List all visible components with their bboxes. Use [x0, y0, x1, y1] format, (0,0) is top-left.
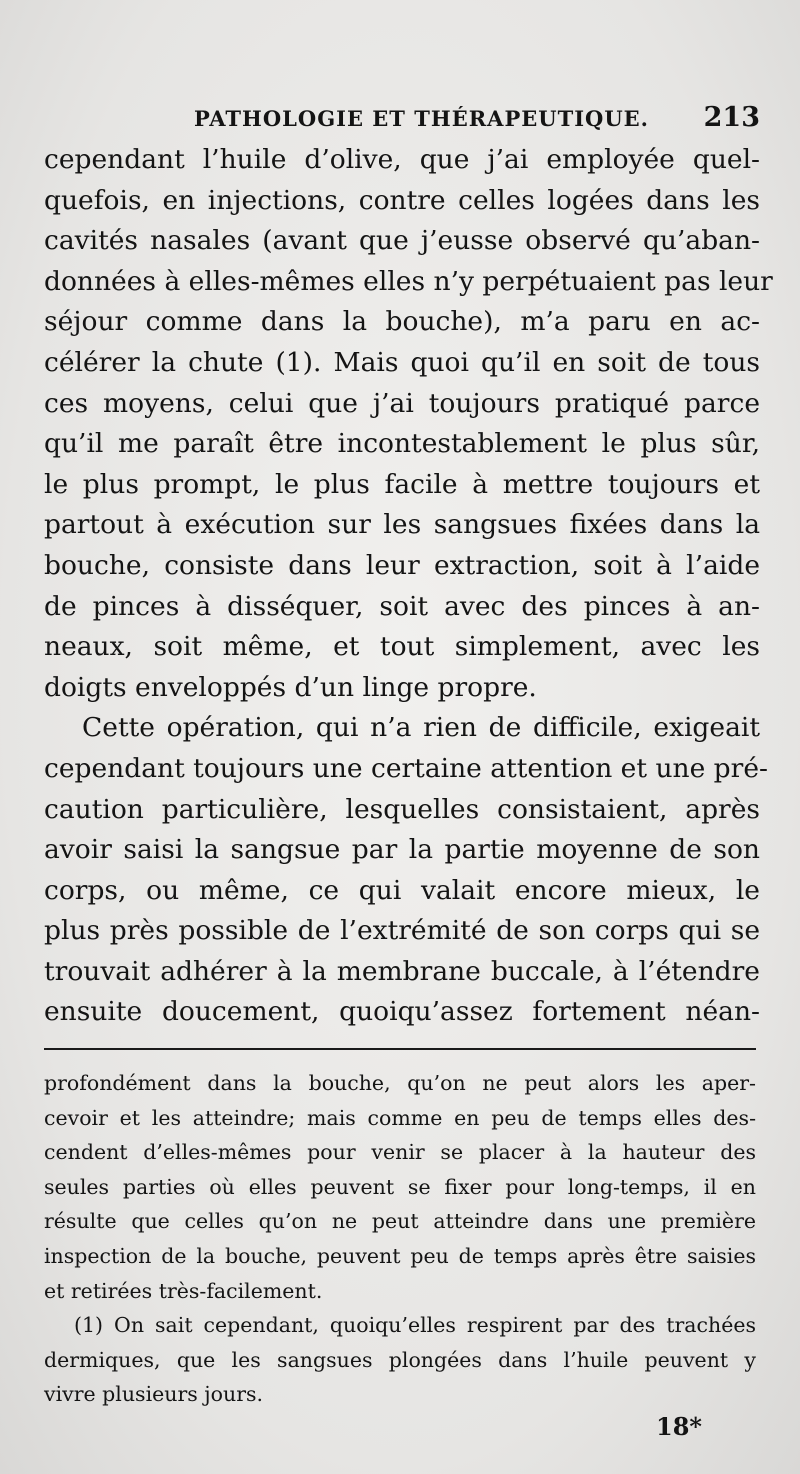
footnote-line: profondément dans la bouche, qu’on ne peut alors les aper- [44, 1071, 756, 1095]
text-line: de pinces à disséquer, soit avec des pinces à an- [44, 590, 760, 622]
text-line: Cette opération, qui n’a rien de difficile, exigeait [82, 712, 760, 744]
text-line: neaux, soit même, et tout simplement, avec les [44, 631, 760, 663]
footnotes-block [44, 1066, 756, 1412]
text-line: célérer la chute (1). Mais quoi qu’il en soit de tous [44, 346, 760, 378]
text-line: partout à exécution sur les sangsues fixées dans la [44, 509, 760, 541]
text-line: le plus prompt, le plus facile à mettre toujours et [44, 468, 760, 500]
footnote-line: cendent d’elles-mêmes pour venir se placer à la hauteur des [44, 1140, 756, 1165]
footnote-rule [44, 1048, 756, 1050]
text-line: cependant toujours une certaine attention et une pré- [44, 752, 768, 784]
text-line: doigts enveloppés d’un linge propre. [44, 671, 537, 703]
text-line: ensuite doucement, quoiqu’assez fortement néan- [44, 996, 760, 1028]
page-number: 213 [703, 102, 760, 133]
text-line: données à elles-mêmes elles n’y perpétuaient pas leur [44, 265, 773, 297]
text-line: trouvait adhérer à la membrane buccale, à l’étendre [44, 955, 760, 987]
text-line: ces moyens, celui que j’ai toujours pratiqué parce [44, 387, 760, 419]
running-head [44, 102, 760, 138]
footnote-line: dermiques, que les sangsues plongées dans l’huile peuvent y [44, 1347, 756, 1372]
footnote-line: vivre plusieurs jours. [44, 1382, 264, 1407]
signature-mark: 18* [656, 1412, 702, 1441]
footnote-line: cevoir et les atteindre; mais comme en peu de temps elles des- [44, 1105, 756, 1130]
text-line: bouche, consiste dans leur extraction, soit à l’aide [44, 549, 760, 581]
footnote-line: inspection de la bouche, peuvent peu de temps après être saisies [44, 1243, 756, 1268]
text-line: caution particulière, lesquelles consistaient, après [44, 793, 760, 825]
running-title: PATHOLOGIE ET THÉRAPEUTIQUE. [194, 106, 649, 131]
footnote-line: résulte que celles qu’on ne peut atteindre dans une première [44, 1209, 756, 1234]
text-line: séjour comme dans la bouche), m’a paru en ac- [44, 306, 760, 338]
text-line: cependant l’huile d’olive, que j’ai employée quel- [44, 144, 760, 175]
footnote-line: seules parties où elles peuvent se fixer pour long-temps, il en [44, 1174, 756, 1199]
text-line: avoir saisi la sangsue par la partie moyenne de son [44, 834, 760, 866]
main-text-block [44, 140, 773, 1033]
text-line: quefois, en injections, contre celles logées dans les [44, 184, 760, 216]
text-line: cavités nasales (avant que j’eusse observé qu’aban- [44, 225, 760, 257]
text-line: corps, ou même, ce qui valait encore mieux, le [44, 874, 760, 906]
text-line: qu’il me paraît être incontestablement le plus sûr, [44, 428, 760, 460]
text-line: plus près possible de l’extrémité de son corps qui se [44, 915, 760, 947]
footnote-line: (1) On sait cependant, quoiqu’elles respirent par des trachées [74, 1313, 756, 1338]
footnote-line: et retirées très-facilement. [44, 1278, 323, 1303]
